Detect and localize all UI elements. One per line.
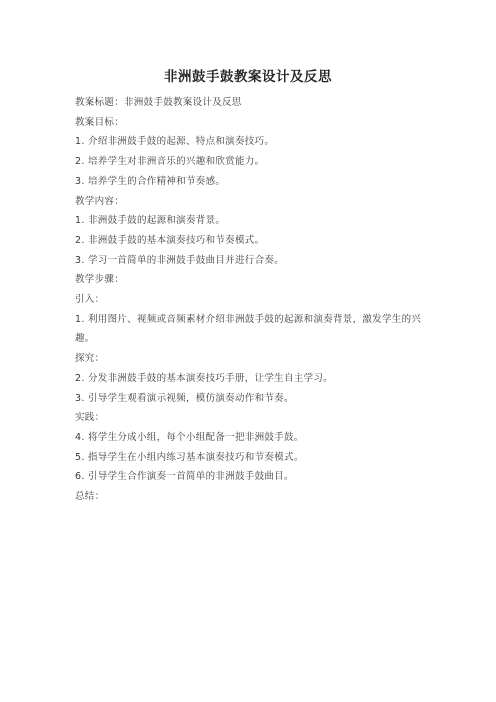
section-heading-steps: 教学步骤：: [75, 274, 125, 286]
objective-item: 2. 培养学生对非洲音乐的兴趣和欣赏能力。: [75, 156, 265, 168]
step-heading-explore: 探究：: [75, 353, 105, 365]
objective-item: 1. 介绍非洲鼓手鼓的起源、特点和演奏技巧。: [75, 136, 275, 148]
step-item: 6. 引导学生合作演奏一首简单的非洲鼓手鼓曲目。: [75, 471, 294, 483]
content-item: 3. 学习一首简单的非洲鼓手鼓曲目并进行合奏。: [75, 254, 284, 266]
step-item: 5. 指导学生在小组内练习基本演奏技巧和节奏模式。: [75, 451, 304, 463]
step-item: 3. 引导学生观看演示视频，模仿演奏动作和节奏。: [75, 392, 294, 404]
section-heading-objectives: 教案目标：: [75, 116, 125, 128]
step-heading-practice: 实践：: [75, 412, 105, 424]
lesson-title-line: 教案标题：非洲鼓手鼓教案设计及反思: [75, 97, 242, 108]
section-heading-content: 教学内容：: [75, 195, 125, 207]
document-body: [75, 93, 425, 507]
objective-item: 3. 培养学生的合作精神和节奏感。: [75, 175, 226, 187]
step-heading-summary: 总结：: [75, 491, 105, 503]
step-item: 2. 分发非洲鼓手鼓的基本演奏技巧手册，让学生自主学习。: [75, 372, 333, 384]
content-item: 2. 非洲鼓手鼓的基本演奏技巧和节奏模式。: [75, 234, 265, 246]
step-item: 1. 利用图片、视频或音频素材介绍非洲鼓手鼓的起源和演奏背景，激发学生的兴趣。: [75, 313, 422, 345]
content-item: 1. 非洲鼓手鼓的起源和演奏背景。: [75, 215, 226, 227]
step-heading-intro: 引入：: [75, 294, 105, 306]
step-item: 4. 将学生分成小组，每个小组配备一把非洲鼓手鼓。: [75, 431, 304, 443]
document-title: 非洲鼓手鼓教案设计及反思: [164, 69, 332, 85]
